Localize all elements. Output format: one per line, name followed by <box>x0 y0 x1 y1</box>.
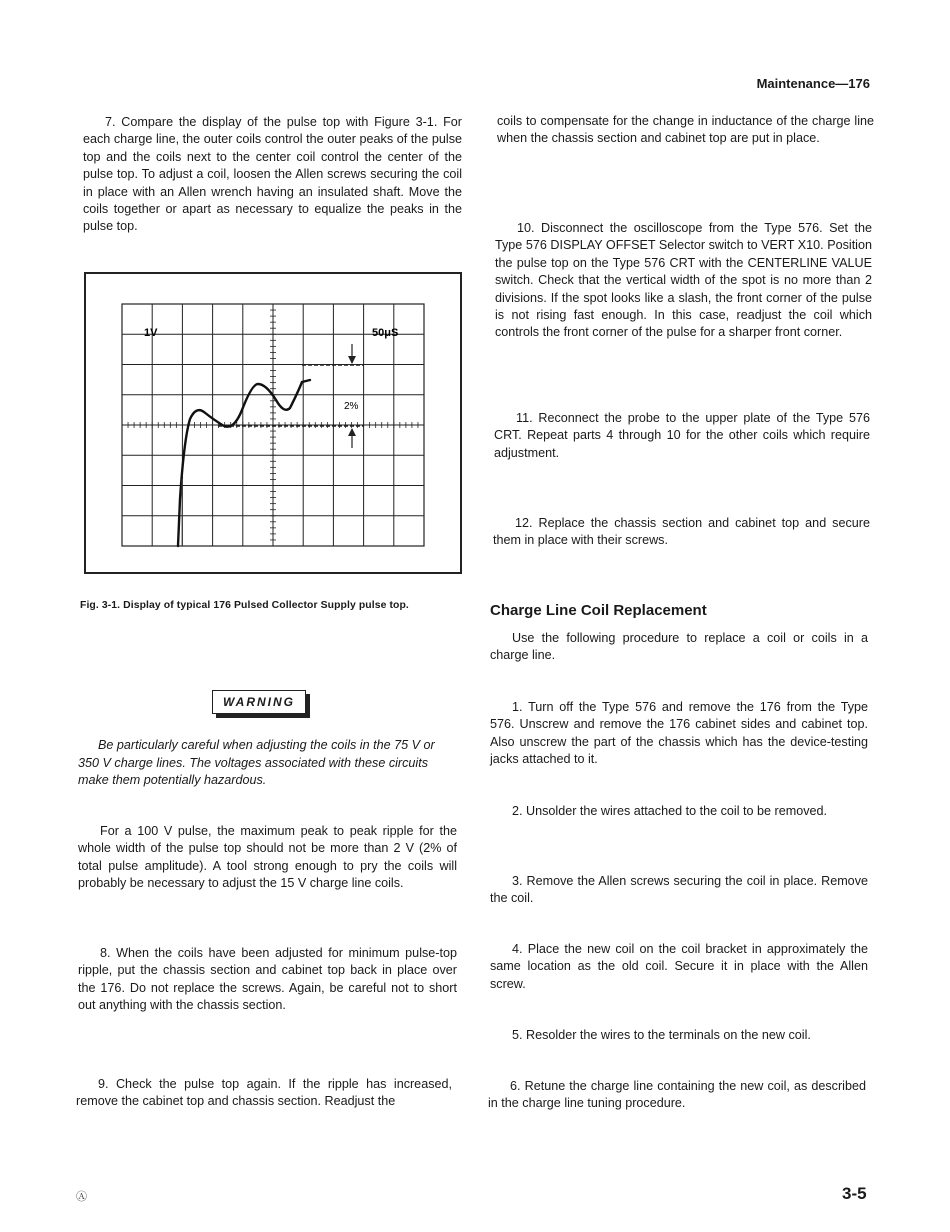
replace-step-4: 4. Place the new coil on the coil bracket in approximately the same location as the old coil. Secure it in place with the Allen screw. <box>490 942 868 991</box>
step-10: 10. Disconnect the oscilloscope from the Type 576. Set the Type 576 DISPLAY OFFSET Selector switch to VERT X10. Position the pulse top on the Type 576 CRT with the CENTERLINE VALUE switch. Check that the vertical width of the spot is no more than 2 divisions. If the spot looks like a slash, the front corner of the pulse is not rising fast enough. In this case, readjust the coil which controls the front corner of the pulse for a sharper front corner. <box>495 221 872 340</box>
volts-per-div-label: 1V <box>144 327 158 339</box>
replace-step-3: 3. Remove the Allen screws securing the coil in place. Remove the coil. <box>490 874 868 906</box>
step-8: 8. When the coils have been adjusted for minimum pulse-top ripple, put the chassis section and cabinet top back in place over the 176. Do not replace the screws. Again, be careful not to short out anything with the chassis section. <box>78 946 457 1013</box>
revision-mark: Ⓐ <box>76 1191 87 1203</box>
running-header: Maintenance—176 <box>756 76 870 91</box>
upper-arrow <box>348 344 356 364</box>
step-11: 11. Reconnect the probe to the upper plate of the Type 576 CRT. Repeat parts 4 through 10 for the other coils which require adjustment. <box>494 411 870 460</box>
section-intro: Use the following procedure to replace a coil or coils in a charge line. <box>490 631 868 663</box>
pulse-trace <box>178 380 310 546</box>
ripple-percent-label: 2% <box>344 401 359 412</box>
warning-label-box: WARNING <box>212 690 306 714</box>
figure-3-1 <box>84 272 462 574</box>
warning-text: Be particularly careful when adjusting the coils in the 75 V or 350 V charge lines. The voltages associated with these circuits make them potentially hazardous. <box>78 738 435 788</box>
replace-step-5: 5. Resolder the wires to the terminals on the new coil. <box>512 1028 811 1042</box>
step-9: 9. Check the pulse top again. If the ripple has increased, remove the cabinet top and chassis section. Readjust the <box>76 1077 452 1109</box>
oscilloscope-graticule <box>86 274 460 572</box>
section-title: Charge Line Coil Replacement <box>490 602 707 619</box>
step-7: 7. Compare the display of the pulse top with Figure 3-1. For each charge line, the outer coils control the outer peaks of the pulse top and the coils next to the center coil control the center of the pulse top. To adjust a coil, loosen the Allen screws securing the coil in place with an Allen wrench having an insulated shaft. Move the coils together or apart as necessary to equalize the peaks in the pulse top. <box>83 115 462 234</box>
step-12: 12. Replace the chassis section and cabinet top and secure them in place with their screws. <box>493 516 870 548</box>
replace-step-6: 6. Retune the charge line containing the new coil, as described in the charge line tuning procedure. <box>488 1079 866 1111</box>
time-per-div-label: 50μS <box>372 327 399 339</box>
page-number: 3-5 <box>842 1184 867 1203</box>
ripple-paragraph: For a 100 V pulse, the maximum peak to peak ripple for the whole width of the pulse top should not be more than 2 V (2% of total pulse amplitude). A tool strong enough to pry the coils will probably be necessary to adjust the 15 V charge line coils. <box>78 824 457 891</box>
lower-arrow <box>348 428 356 448</box>
step-9-continued: coils to compensate for the change in inductance of the charge line when the chassis section and cabinet top are put in place. <box>497 114 874 146</box>
figure-caption: Fig. 3-1. Display of typical 176 Pulsed Collector Supply pulse top. <box>80 600 409 611</box>
replace-step-2: 2. Unsolder the wires attached to the coil to be removed. <box>512 804 828 818</box>
replace-step-1: 1. Turn off the Type 576 and remove the 176 from the Type 576. Unscrew and remove the 176 cabinet sides and cabinet top. Also unscrew the part of the chassis which has the device-testing jacks attached to it. <box>490 700 868 767</box>
